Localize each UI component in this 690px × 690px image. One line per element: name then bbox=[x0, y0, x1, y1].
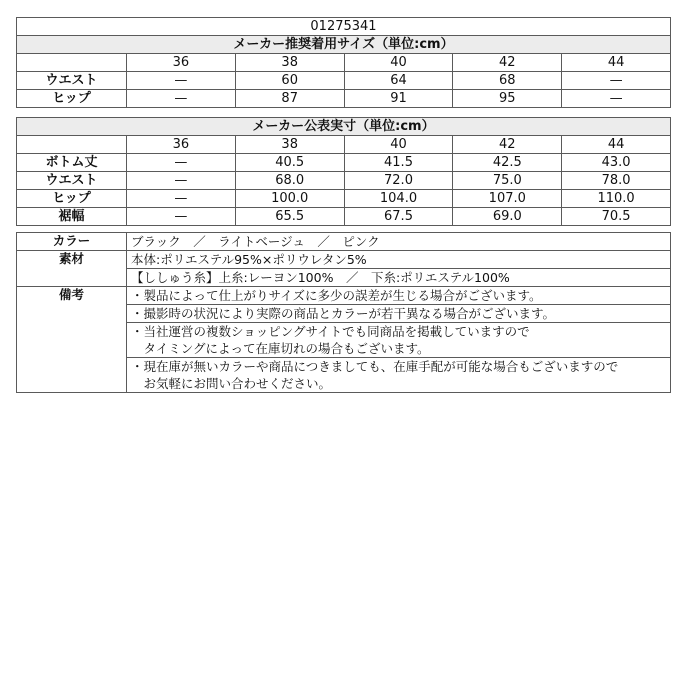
size-header: 38 bbox=[235, 136, 344, 154]
note-line: ・製品によって仕上がりサイズに多少の誤差が生じる場合がございます。 bbox=[127, 287, 671, 305]
cell: 42.5 bbox=[453, 154, 562, 172]
note-line: ・当社運営の複数ショッピングサイトでも同商品を掲載していますので bbox=[127, 323, 671, 341]
cell: — bbox=[127, 208, 236, 226]
cell: — bbox=[127, 72, 236, 90]
cell: 64 bbox=[344, 72, 453, 90]
cell: 65.5 bbox=[235, 208, 344, 226]
header-blank bbox=[17, 136, 127, 154]
recommended-title: メーカー推奨着用サイズ（単位:cm） bbox=[17, 36, 671, 54]
table-row bbox=[17, 154, 671, 172]
material-line: 【ししゅう糸】上糸:レーヨン100% ／ 下糸:ポリエステル100% bbox=[127, 269, 671, 287]
cell: 87 bbox=[235, 90, 344, 108]
table-row bbox=[17, 172, 671, 190]
cell: 110.0 bbox=[562, 190, 671, 208]
cell: 43.0 bbox=[562, 154, 671, 172]
product-info-table bbox=[16, 232, 671, 393]
cell: 75.0 bbox=[453, 172, 562, 190]
cell: — bbox=[127, 90, 236, 108]
size-header: 36 bbox=[127, 136, 236, 154]
color-label: カラー bbox=[17, 233, 127, 251]
table-row bbox=[17, 190, 671, 208]
cell: 107.0 bbox=[453, 190, 562, 208]
table-row bbox=[17, 208, 671, 226]
product-code: 01275341 bbox=[17, 18, 671, 36]
recommended-size-table bbox=[16, 17, 671, 108]
row-label: ボトム丈 bbox=[17, 154, 127, 172]
cell: 67.5 bbox=[344, 208, 453, 226]
row-label: 裾幅 bbox=[17, 208, 127, 226]
cell: 60 bbox=[235, 72, 344, 90]
cell: — bbox=[562, 90, 671, 108]
size-header: 42 bbox=[453, 54, 562, 72]
cell: — bbox=[127, 154, 236, 172]
actual-size-table bbox=[16, 117, 671, 226]
table-row bbox=[17, 251, 671, 269]
cell: — bbox=[562, 72, 671, 90]
cell: 91 bbox=[344, 90, 453, 108]
header-blank bbox=[17, 54, 127, 72]
cell: 68 bbox=[453, 72, 562, 90]
row-label: ヒップ bbox=[17, 190, 127, 208]
size-header: 44 bbox=[562, 54, 671, 72]
cell: 69.0 bbox=[453, 208, 562, 226]
cell: — bbox=[127, 172, 236, 190]
row-label: ウエスト bbox=[17, 172, 127, 190]
color-value: ブラック ／ ライトベージュ ／ ピンク bbox=[127, 233, 671, 251]
cell: 41.5 bbox=[344, 154, 453, 172]
cell: 68.0 bbox=[235, 172, 344, 190]
notes-label: 備考 bbox=[17, 287, 127, 393]
cell: 72.0 bbox=[344, 172, 453, 190]
size-header: 40 bbox=[344, 136, 453, 154]
material-line: 本体:ポリエステル95%×ポリウレタン5% bbox=[127, 251, 671, 269]
note-line: お気軽にお問い合わせください。 bbox=[127, 375, 671, 393]
size-header: 36 bbox=[127, 54, 236, 72]
row-label: ヒップ bbox=[17, 90, 127, 108]
table-row bbox=[17, 90, 671, 108]
cell: — bbox=[127, 190, 236, 208]
note-line: ・撮影時の状況により実際の商品とカラーが若干異なる場合がございます。 bbox=[127, 305, 671, 323]
size-header: 44 bbox=[562, 136, 671, 154]
cell: 70.5 bbox=[562, 208, 671, 226]
table-row bbox=[17, 233, 671, 251]
row-label: ウエスト bbox=[17, 72, 127, 90]
table-row bbox=[17, 287, 671, 305]
size-header: 40 bbox=[344, 54, 453, 72]
material-label: 素材 bbox=[17, 251, 127, 287]
size-header: 38 bbox=[235, 54, 344, 72]
actual-title: メーカー公表実寸（単位:cm） bbox=[17, 118, 671, 136]
note-line: タイミングによって在庫切れの場合もございます。 bbox=[127, 340, 671, 358]
cell: 100.0 bbox=[235, 190, 344, 208]
cell: 40.5 bbox=[235, 154, 344, 172]
table-row bbox=[17, 72, 671, 90]
note-line: ・現在庫が無いカラーや商品につきましても、在庫手配が可能な場合もございますので bbox=[127, 358, 671, 376]
cell: 78.0 bbox=[562, 172, 671, 190]
cell: 104.0 bbox=[344, 190, 453, 208]
size-header: 42 bbox=[453, 136, 562, 154]
cell: 95 bbox=[453, 90, 562, 108]
